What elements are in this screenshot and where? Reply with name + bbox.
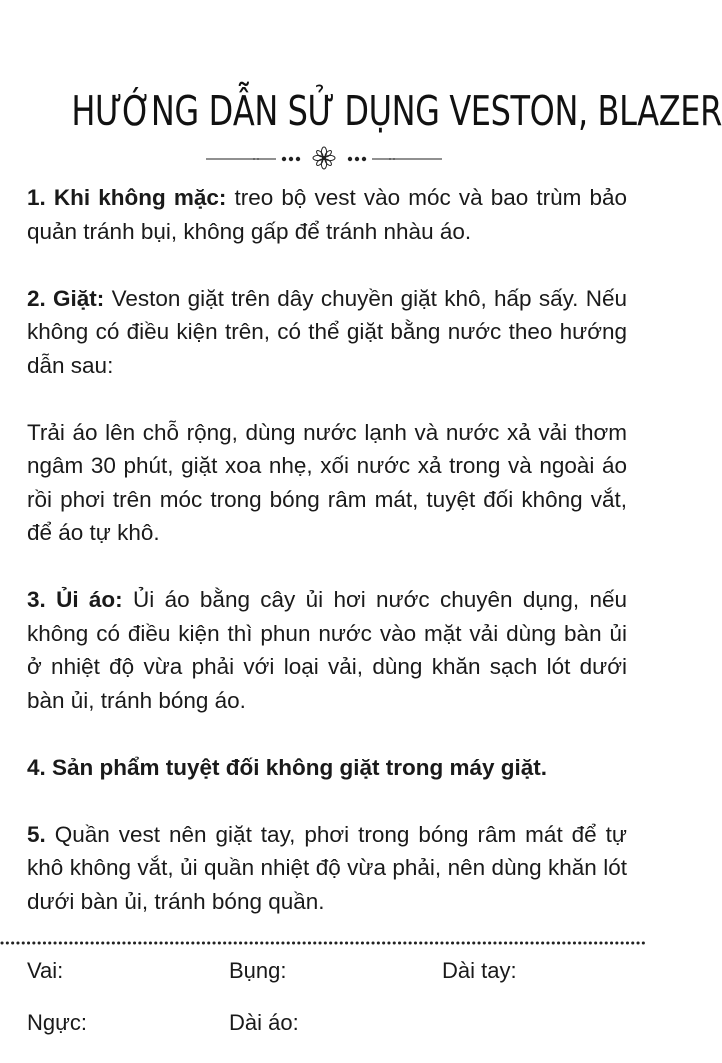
instructions-body <box>27 181 627 952</box>
section-4 <box>27 751 627 785</box>
section-heading: 1. Khi không mặc: <box>27 185 227 210</box>
section-heading: 2. Giặt: <box>27 285 105 311</box>
section-1 <box>27 181 627 248</box>
section-text: Quần vest nên giặt tay, phơi trong bóng râm mát để tự khô không vắt, ủi quần nhiệt độ vừa phải, nên dùng khăn lót dưới bàn ủi, tránh bóng quần. <box>27 821 627 914</box>
section-heading: 5. <box>27 821 46 847</box>
page-title: HƯỚNG DẪN SỬ DỤNG VESTON, BLAZER <box>71 87 722 135</box>
section-2 <box>27 282 627 383</box>
measure-dai-tay-label: Dài tay: <box>442 958 517 983</box>
section-text: Ủi áo bằng cây ủi hơi nước chuyên dụng, nếu không có điều kiện thì phun nước vào mặt vải dùng bàn ủi ở nhiệt độ vừa phải với loại vải, dùng khăn sạch lót dưới bàn ủi, tránh bóng áo. <box>27 587 627 713</box>
section-text: Trải áo lên chỗ rộng, dùng nước lạnh và nước xả vải thơm ngâm 30 phút, giặt xoa nhẹ, xối nước xả trong và ngoài áo rồi phơi trên móc trong bóng râm mát, tuyệt đối không vắt, để áo tự khô. <box>27 419 627 545</box>
section-text: Veston giặt trên dây chuyền giặt khô, hấp sấy. Nếu không có điều kiện trên, có thể giặt bằng nước theo hướng dẫn sau: <box>27 285 627 378</box>
section-heading: 4. Sản phẩm tuyệt đối không giặt trong máy giặt. <box>27 754 548 780</box>
dotted-separator <box>0 940 649 946</box>
measure-dai-ao-label: Dài áo: <box>229 1010 299 1035</box>
section-3 <box>27 583 627 717</box>
floral-ornament-icon <box>204 146 444 170</box>
section-heading: 3. Ủi áo: <box>27 587 123 612</box>
measure-bung-label: Bụng: <box>229 958 287 983</box>
section-text: treo bộ vest vào móc và bao trùm bảo quản tránh bụi, không gấp để tránh nhàu áo. <box>27 185 627 244</box>
section-5 <box>27 818 627 919</box>
measure-nguc-label: Ngực: <box>27 1010 87 1035</box>
measure-vai-label: Vai: <box>27 958 64 983</box>
section-2-detail <box>27 416 627 550</box>
